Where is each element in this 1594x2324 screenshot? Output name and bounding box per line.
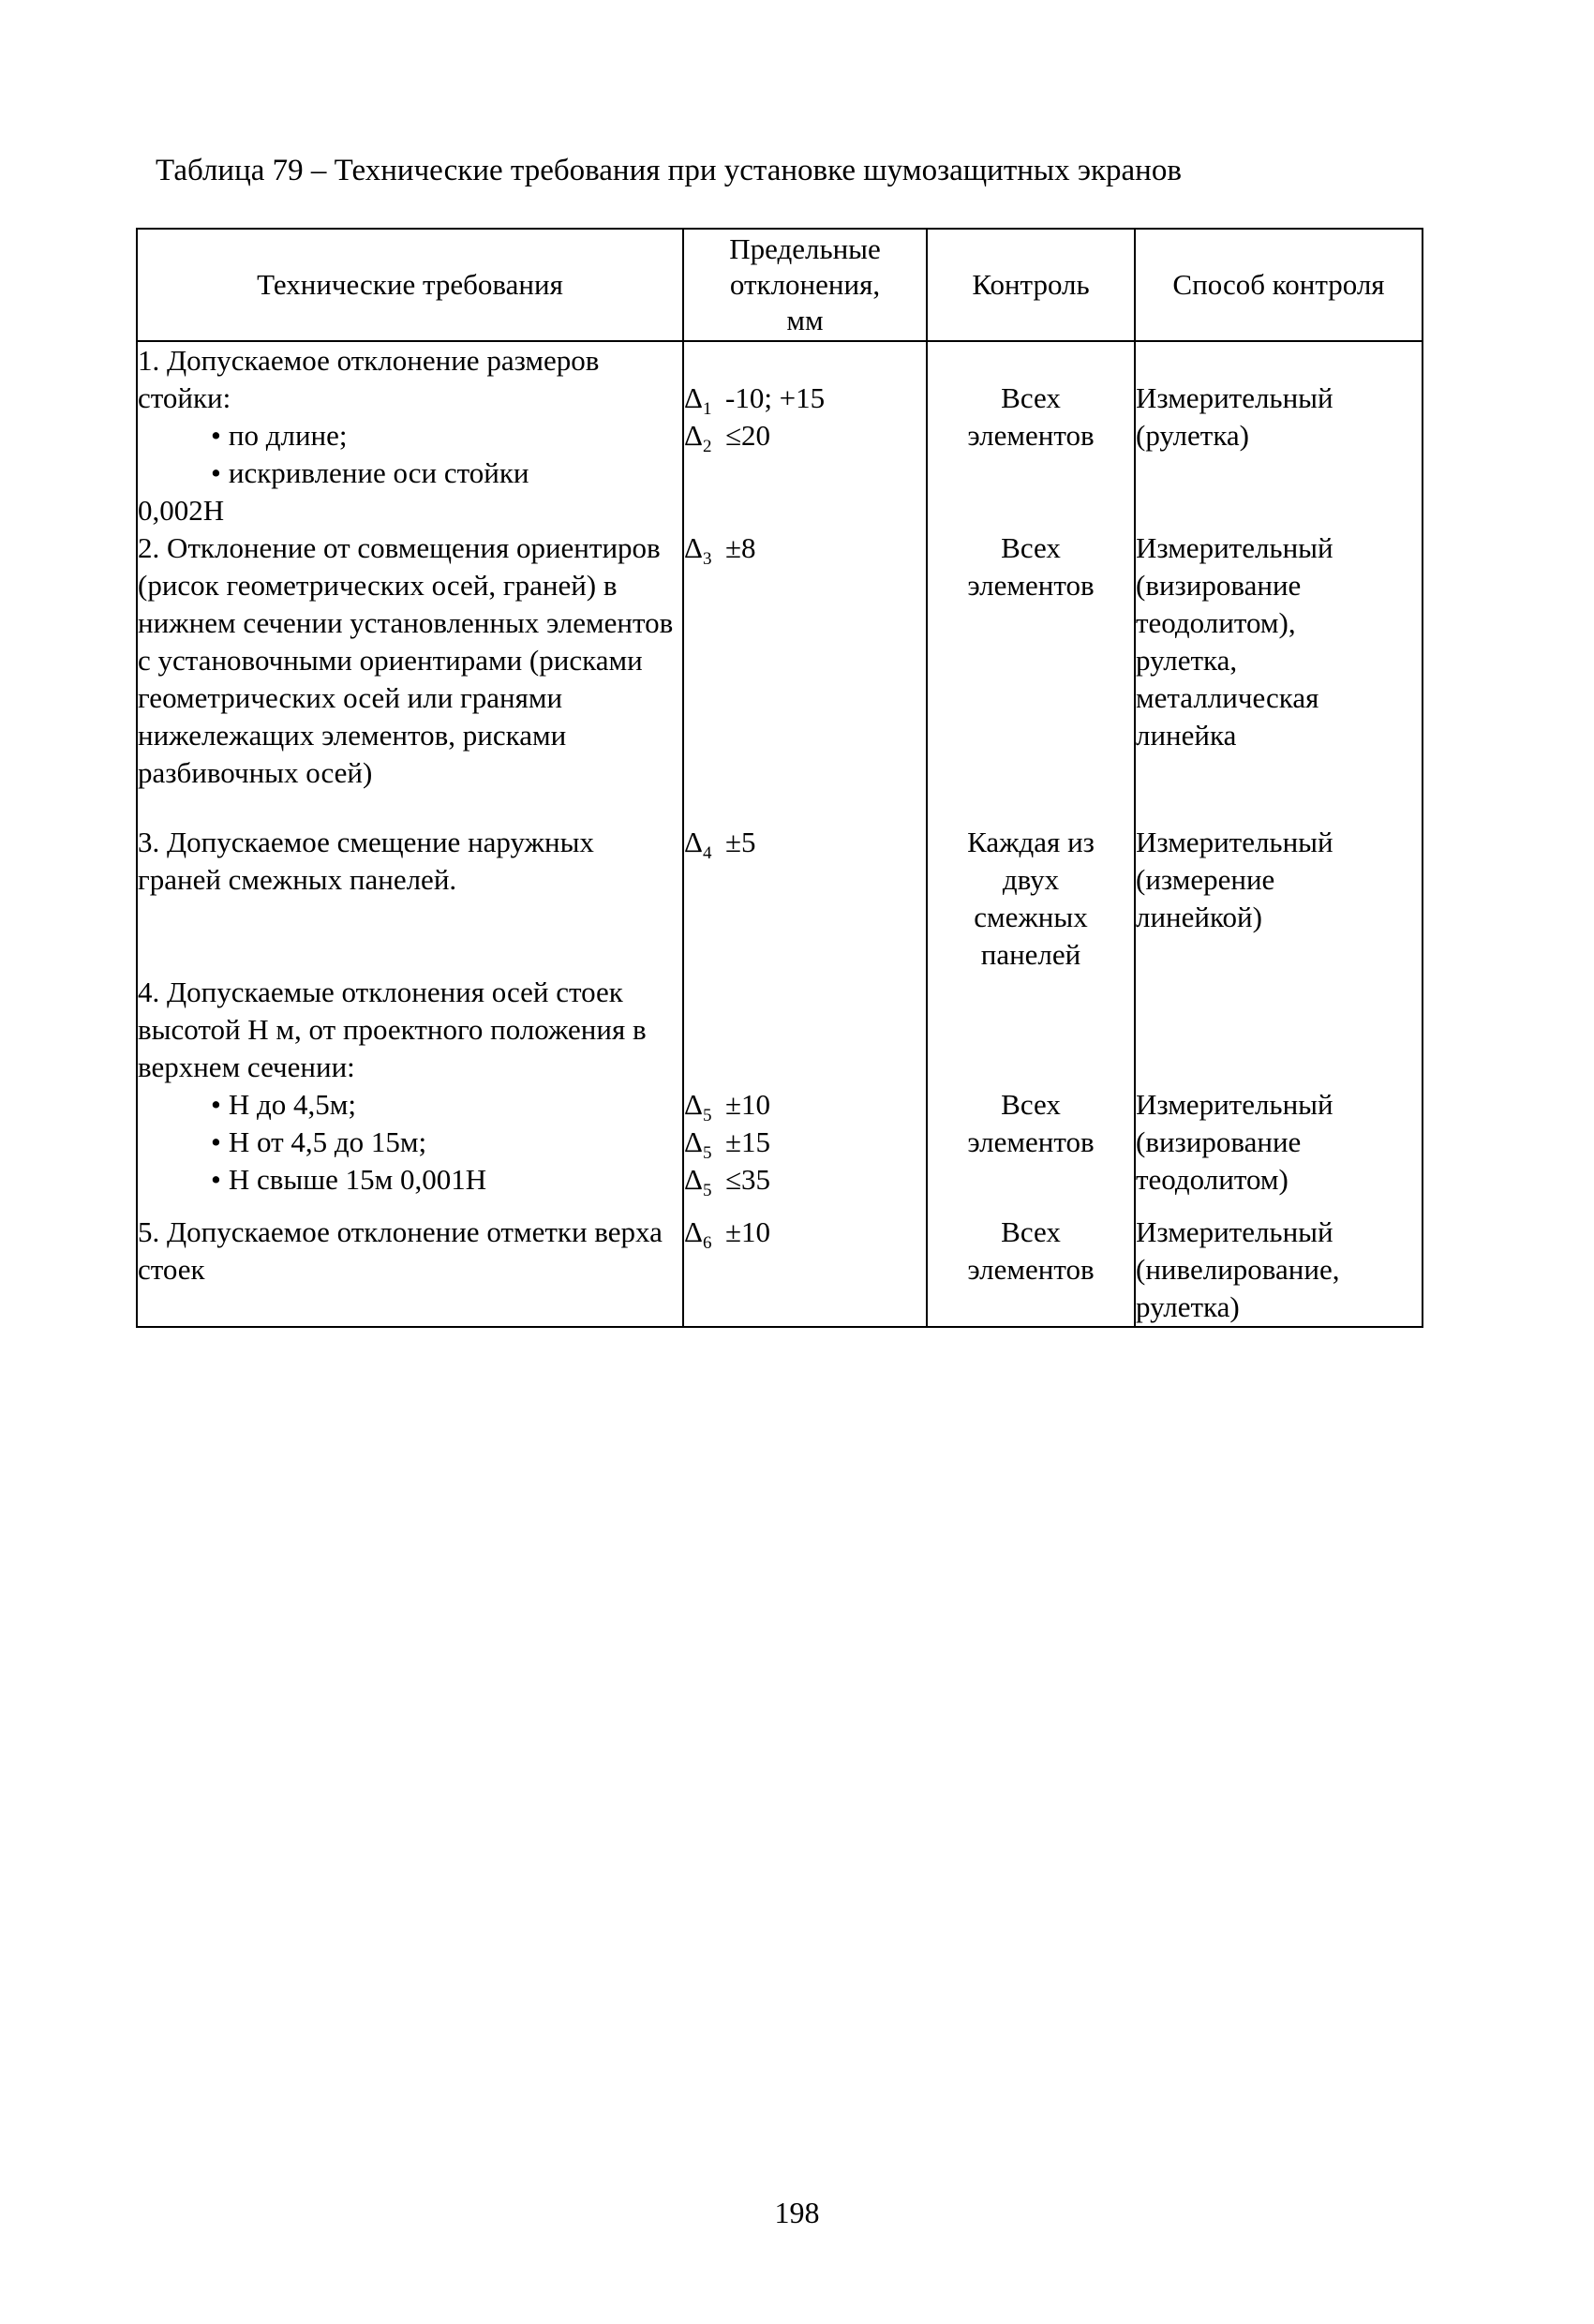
table-row <box>137 1214 1423 1327</box>
control-cell: Всех элементов <box>927 1214 1135 1327</box>
header-control: Контроль <box>927 229 1135 341</box>
deviation-value: $\Delta_6 \pm 10$ <box>684 1215 771 1254</box>
requirement-bullet: • Н до 4,5м; <box>138 1086 682 1124</box>
deviation-cell <box>683 974 927 1214</box>
deviation-cell <box>683 529 927 824</box>
header-deviations <box>683 229 927 341</box>
method-cell: Измерительный (визирование теодолитом) <box>1135 974 1423 1214</box>
deviation-value: $\Delta_1$ -10; +15 <box>684 381 826 420</box>
deviation-value: $\Delta_5 \pm 10$ <box>684 1088 771 1126</box>
requirements-table <box>136 228 1423 1328</box>
table-row <box>137 974 1423 1214</box>
table-row <box>137 529 1423 824</box>
requirement-bullet: • Н от 4,5 до 15м; <box>138 1124 682 1161</box>
method-cell: Измерительный (визирование теодолитом), рулетка, металлическая линейка <box>1135 529 1423 824</box>
method-cell: Измерительный (рулетка) <box>1135 341 1423 529</box>
table-header-row <box>137 229 1423 341</box>
header-requirements: Технические требования <box>137 229 683 341</box>
table-caption: Таблица 79 – Технические требования при установке шумозащитных экранов <box>156 154 1182 187</box>
requirement-title: 5. Допускаемое отклонение отметки верха стоек <box>138 1215 663 1286</box>
requirement-cell <box>137 824 683 974</box>
control-cell: Всех элементов <box>927 341 1135 529</box>
requirement-title: 2. Отклонение от совмещения ориентиров (рисок геометрических осей, граней) в нижнем сечении установленных элементов с установочными ориентирами (рисками геометрических осей или гранями нижележащих элементов, рисками разбивочных осей) <box>138 531 674 789</box>
requirement-title: 3. Допускаемое смещение наружных граней смежных панелей. <box>138 826 594 896</box>
deviation-value: $\Delta_5 \le 35$ <box>684 1163 771 1201</box>
header-deviations-line3: мм <box>786 304 824 336</box>
deviation-value: $\Delta_5 \pm 15$ <box>684 1125 771 1164</box>
header-deviations-line1: Предельные <box>729 232 881 265</box>
method-cell: Измерительный (измерение линейкой) <box>1135 824 1423 974</box>
table-row <box>137 341 1423 529</box>
deviation-cell <box>683 1214 927 1327</box>
requirement-title: 1. Допускаемое отклонение размеров стойки: <box>138 344 600 414</box>
control-cell: Всех элементов <box>927 529 1135 824</box>
deviation-value: $\Delta_4 \pm 5$ <box>684 826 756 864</box>
requirement-tail: 0,002Н <box>138 494 225 527</box>
control-cell: Каждая из двух смежных панелей <box>927 824 1135 974</box>
header-deviations-line2: отклонения, <box>729 268 881 301</box>
header-method: Способ контроля <box>1135 229 1423 341</box>
requirement-cell <box>137 529 683 824</box>
deviation-value: $\Delta_2 \le 20$ <box>684 419 771 457</box>
table-row <box>137 824 1423 974</box>
requirement-cell <box>137 341 683 529</box>
requirement-bullet: • Н свыше 15м 0,001Н <box>138 1161 682 1199</box>
requirement-bullet: • по длине; <box>138 417 682 454</box>
deviation-cell <box>683 341 927 529</box>
requirement-title: 4. Допускаемые отклонения осей стоек высотой Н м, от проектного положения в верхнем сечении: <box>138 976 647 1083</box>
control-cell: Всех элементов <box>927 974 1135 1214</box>
requirement-cell <box>137 974 683 1214</box>
deviation-cell <box>683 824 927 974</box>
requirement-bullet: • искривление оси стойки <box>138 454 682 492</box>
requirement-cell <box>137 1214 683 1327</box>
method-cell: Измерительный (нивелирование, рулетка) <box>1135 1214 1423 1327</box>
page-number: 198 <box>774 2196 820 2229</box>
deviation-value: $\Delta_3 \pm 8$ <box>684 531 756 570</box>
